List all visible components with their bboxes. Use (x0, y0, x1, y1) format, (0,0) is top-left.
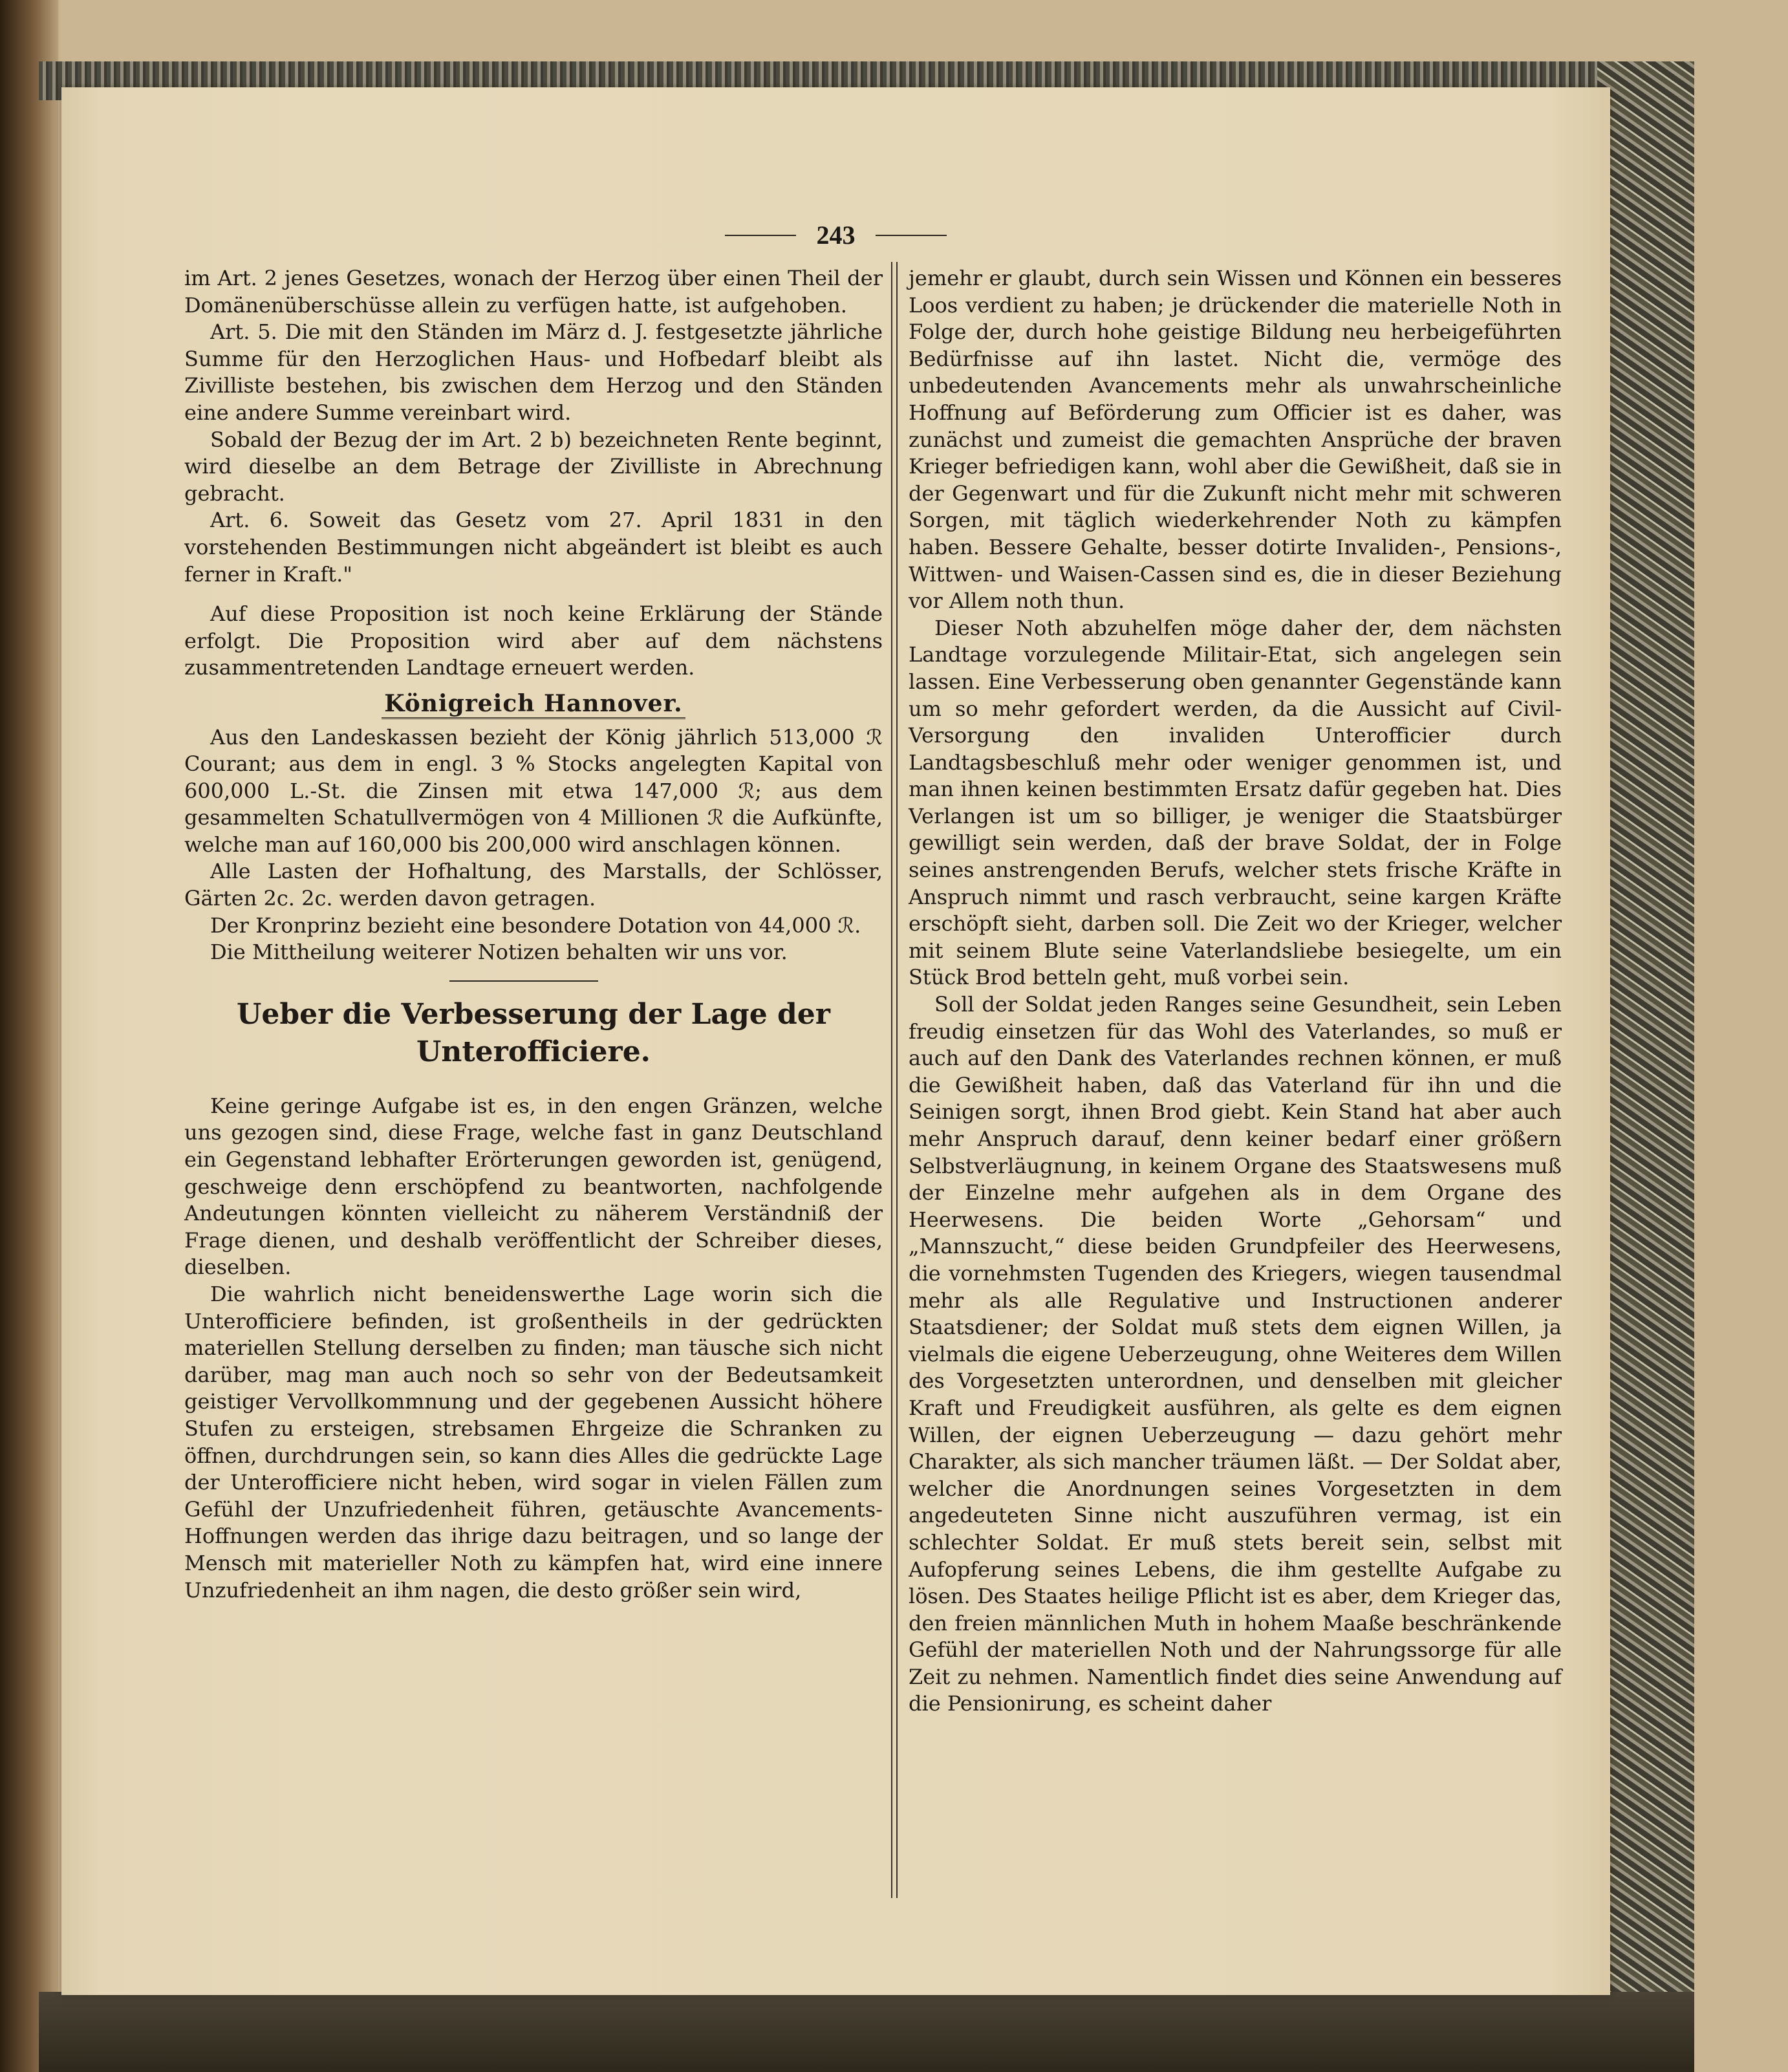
left-column (184, 265, 883, 1604)
marbled-cover-right (1597, 61, 1694, 2002)
binding-edge (0, 0, 58, 2072)
right-column (909, 265, 1562, 1718)
article-title (184, 996, 883, 1071)
paragraph: Die wahrlich nicht beneidenswerthe Lage worin sich die Unterofficiere befinden, ist großentheils in der gedrückten materiellen Stellung derselben zu finden; man täusche sich nicht darüber, mag man auch noch so sehr von der Bedeutsamkeit geistiger Vervollkommnung und der gegebenen Aussicht höhere Stufen zu ersteigen, strebsamen Ehrgeize die Schranken zu öffnen, durchdrungen sein, so kann dies Alles die gedrückte Lage der Unterofficiere nicht heben, wird sogar in vielen Fällen zum Gefühl der Unzufriedenheit führen, getäuschte Avancements-Hoffnungen werden das ihrige dazu beitragen, und so lange der Mensch mit materieller Noth zu kämpfen hat, wird eine innere Unzufriedenheit an ihm nagen, die desto größer sein wird, (184, 1282, 883, 1603)
page-header (61, 220, 1610, 250)
paragraph: Keine geringe Aufgabe ist es, in den engen Gränzen, welche uns gezogen sind, diese Frage, welche fast in ganz Deutschland ein Gegenstand lebhafter Erörterungen geworden ist, genügend, geschweige denn erschöpfend zu beantworten, nachfolgende Andeutungen könnten vielleicht zu näherem Verständniß der Frage dienen, und deshalb veröffentlicht der Schreiber dieses, dieselben. (184, 1093, 883, 1280)
section-heading (184, 691, 883, 718)
newspaper-page (61, 87, 1610, 1995)
paragraph: Dieser Noth abzuhelfen möge daher der, dem nächsten Landtage vorzulegende Militair-Etat, sich angelegen sein lassen. Eine Verbesserung oben genannter Gegenstände kann um so mehr gefordert werden, da die Aussicht auf Civil-Versorgung den invaliden Unterofficier durch Landtagsbeschluß mehr oder weniger genommen ist, und man ihnen keinen bestimmten Ersatz dafür gegeben hat. Dies Verlangen ist um so billiger, je weniger die Staatsbürger gewilligt sein werden, daß der brave Soldat, der in Folge seines anstrengenden Berufs, welcher stets frische Kräfte in Anspruch nimmt und rasch verbraucht, seine kargen Kräfte erschöpft sieht, darben soll. Die Zeit wo der Krieger, welcher mit seinem Blute seine Vaterlandsliebe besiegelte, um ein Stück Brod betteln geht, muß vorbei sein. (909, 615, 1562, 990)
paragraph: Alle Lasten der Hofhaltung, des Marstalls, der Schlösser, Gärten 2c. 2c. werden davon getragen. (184, 859, 883, 911)
cover-bottom-edge (39, 1992, 1694, 2072)
paragraph: im Art. 2 jenes Gesetzes, wonach der Herzog über einen Theil der Domänenüberschüsse allein zu verfügen hatte, ist aufgehoben. (184, 266, 883, 318)
header-rule-left (725, 235, 796, 236)
paragraph: Sobald der Bezug der im Art. 2 b) bezeichneten Rente beginnt, wird dieselbe an dem Betrage der Zivilliste in Abrechnung gebracht. (184, 427, 883, 506)
section-divider (449, 980, 598, 982)
page-number: 243 (816, 221, 856, 250)
paragraph: Aus den Landeskassen bezieht der König jährlich 513,000 ℛ Courant; aus dem in engl. 3 % Stocks angelegten Kapital von 600,000 L.-St. die Zinsen mit etwa 147,000 ℛ; aus dem gesammelten Schatullvermögen von 4 Millionen ℛ die Aufkünfte, welche man auf 160,000 bis 200,000 wird anschlagen können. (184, 724, 883, 857)
spacer (184, 588, 883, 601)
paragraph: jemehr er glaubt, durch sein Wissen und Können ein besseres Loos verdient zu haben; je drückender die materielle Noth in Folge der, durch hohe geistige Bildung neu herbeigeführten Bedürfnisse auf ihn lastet. Nicht die, vermöge des unbedeutenden Avancements mehr als unwahrscheinliche Hoffnung auf Beförderung zum Officier ist es daher, was zunächst und zumeist die gemachten Ansprüche der braven Krieger befriedigen kann, wohl aber die Gewißheit, daß sie in der Gegenwart und für die Zukunft nicht mehr mit schweren Sorgen, mit täglich wiederkehrender Noth zu kämpfen haben. Bessere Gehalte, besser dotirte Invaliden-, Pensions-, Wittwen- und Waisen-Cassen sind es, die in dieser Beziehung vor Allem noth thun. (909, 266, 1562, 614)
article-title-line: Unterofficiere. (416, 1035, 651, 1068)
paragraph: Der Kronprinz bezieht eine besondere Dotation von 44,000 ℛ. (210, 912, 861, 938)
header-rule-right (876, 235, 947, 236)
paragraph: Soll der Soldat jeden Ranges seine Gesundheit, sein Leben freudig einsetzen für das Wohl des Vaterlandes, so muß er auch auf den Dank des Vaterlandes rechnen können, er muß die Gewißheit haben, daß das Vaterland für ihn und die Seinigen sorgt, ihnen Brod giebt. Kein Stand hat aber auch mehr Anspruch darauf, denn keiner bedarf einer größern Selbstverläugnung, in keinem Organe des Staatswesens muß der Einzelne mehr aufgehen als in dem Organe des Heerwesens. Die beiden Worte „Gehorsam“ und „Mannszucht,“ diese beiden Grundpfeiler des Heerwesens, die vornehmsten Tugenden des Kriegers, wiegen tausendmal mehr als alle Regulative und Instructionen anderer Staatsdiener; der Soldat muß stets dem eignen Willen, ja vielmals die eigene Ueberzeugung, ohne Weiteres dem Willen des Vorgesetzten unterordnen, und denselben mit gleicher Kraft und Freudigkeit ausführen, als gelte es dem eignen Willen, der eignen Ueberzeugung — dazu gehört mehr Charakter, als sich mancher träumen läßt. — Der Soldat aber, welcher die Anordnungen seines Vorgesetzten in dem angedeuteten Sinne nicht auszuführen vermag, ist ein schlechter Soldat. Er muß stets bereit sein, selbst mit Aufopferung seines Lebens, die ihm gestellte Aufgabe zu lösen. Des Staates heilige Pflicht ist es aber, dem Krieger das, den freien männlichen Muth in hohem Maaße beschränkende Gefühl der materiellen Noth und der Nahrungssorge für alle Zeit zu nehmen. Namentlich findet dies seine Anwendung auf die Pensionirung, es scheint daher (909, 992, 1562, 1716)
paragraph: Art. 5. Die mit den Ständen im März d. J. festgesetzte jährliche Summe für den Herzoglichen Haus- und Hofbedarf bleibt als Zivilliste bestehen, bis zwischen dem Herzog und den Ständen eine andere Summe vereinbart wird. (184, 319, 883, 425)
paragraph: Die Mittheilung weiterer Notizen behalten wir uns vor. (210, 940, 788, 965)
section-heading-text: Königreich Hannover. (382, 690, 685, 719)
paragraph: Auf diese Proposition ist noch keine Erklärung der Stände erfolgt. Die Proposition wird aber auf dem nächstens zusammentretenden Landtage erneuert werden. (184, 601, 883, 680)
column-divider (891, 262, 898, 1898)
article-title-line: Ueber die Verbesserung der Lage der (237, 997, 830, 1031)
paragraph: Art. 6. Soweit das Gesetz vom 27. April 1831 in den vorstehenden Bestimmungen nicht abgeändert ist bleibt es auch ferner in Kraft." (184, 508, 883, 587)
